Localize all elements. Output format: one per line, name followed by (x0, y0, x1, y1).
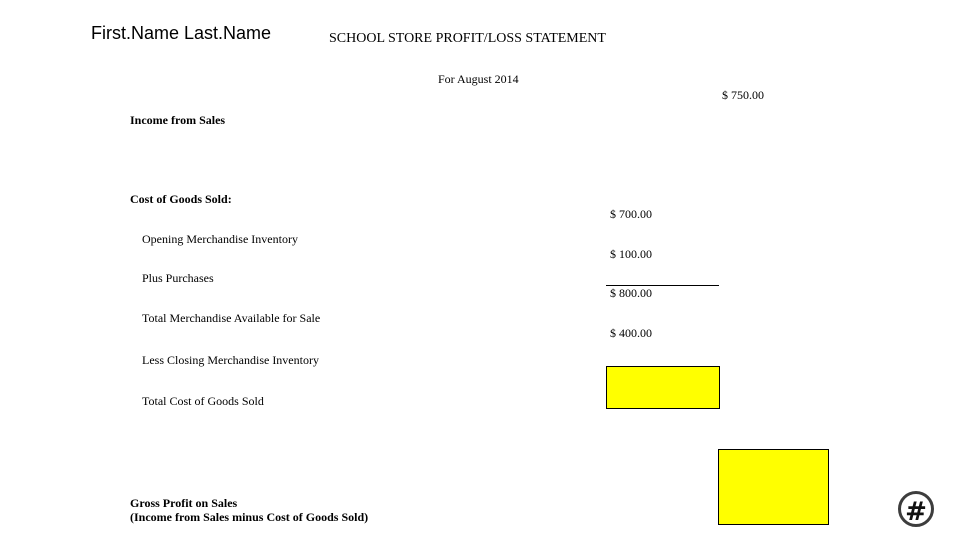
statement-period: For August 2014 (438, 72, 519, 86)
total-cogs-label: Total Cost of Goods Sold (142, 394, 264, 408)
hashtag-icon: # (905, 497, 927, 527)
gross-profit-answer-box[interactable] (718, 449, 829, 525)
opening-amount: $ 700.00 (610, 207, 652, 221)
closing-amount: $ 400.00 (610, 326, 652, 340)
purchases-amount: $ 100.00 (610, 247, 652, 261)
available-label: Total Merchandise Available for Sale (142, 311, 321, 325)
student-name: First.Name Last.Name (91, 23, 272, 43)
income-label: Income from Sales (130, 113, 226, 127)
statement-title: SCHOOL STORE PROFIT/LOSS STATEMENT (329, 31, 606, 46)
closing-label: Less Closing Merchandise Inventory (142, 353, 319, 367)
income-amount: $ 750.00 (722, 88, 764, 102)
opening-label: Opening Merchandise Inventory (142, 232, 298, 246)
cogs-heading: Cost of Goods Sold: (130, 192, 232, 206)
hashtag-badge[interactable] (898, 491, 934, 527)
total-cogs-answer-box[interactable] (606, 366, 720, 409)
gross-profit-label: Gross Profit on Sales (130, 496, 238, 510)
purchases-label: Plus Purchases (142, 271, 214, 285)
gross-profit-sublabel: (Income from Sales minus Cost of Goods Sold) (130, 510, 369, 524)
available-amount: $ 800.00 (610, 286, 652, 300)
